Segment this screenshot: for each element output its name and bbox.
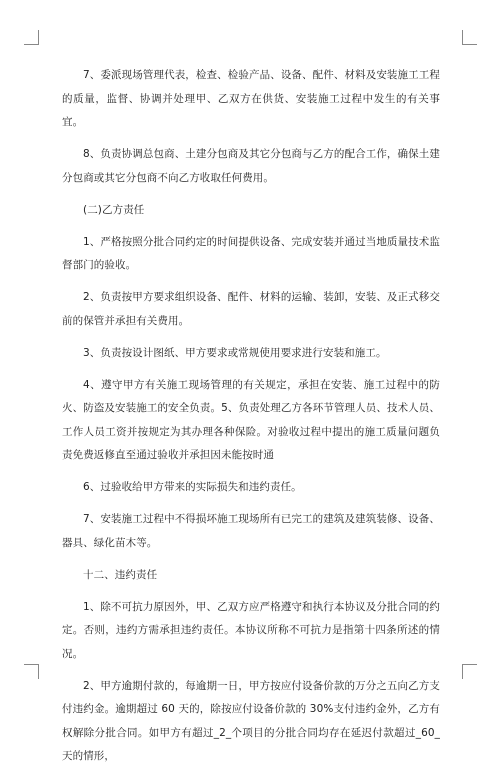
paragraph-party-b-item-7: 7、安装施工过程中不得损坏施工现场所有已完工的建筑及建筑装修、设备、器具、绿化苗木等。: [62, 513, 440, 549]
paragraph-party-b-item-1: 1、严格按照分批合同约定的时间提供设备、完成安装并通过当地质量技术监督部门的验收。: [62, 235, 440, 271]
paragraph-party-b-item-2: 2、负责按甲方要求组织设备、配件、材料的运输、装卸，安装、及正式移交前的保管并承担有关费用。: [62, 291, 440, 327]
paragraph-party-b-item-4-5: 4、遵守甲方有关施工现场管理的有关规定，承担在安装、施工过程中的防火、防盗及安装施工的安全负责。5、负责处理乙方各环节管理人员、技术人员、工作人员工资并按规定为其办理各种保险。对验收过程中提出的施工质量问题负责免费返修直至通过验收并承担因未能按时通: [62, 378, 440, 461]
crop-mark-top-left: [24, 30, 39, 45]
crop-mark-top-right: [462, 30, 477, 45]
paragraph-party-a-item-7: 7、委派现场管理代表，检查、检验产品、设备、配件、材料及安装施工工程的质量，监督、协调并处理甲、乙双方在供货、安装施工过程中发生的有关事宜。: [62, 69, 440, 128]
section-heading-party-b: (二)乙方责任: [83, 203, 145, 216]
paragraph-party-b-item-6: 6、过验收给甲方带来的实际损失和违约责任。: [83, 481, 302, 493]
section-heading-breach-liability: 十二、违约责任: [83, 568, 158, 581]
paragraph-party-b-item-3: 3、负责按设计图纸、甲方要求或常规使用要求进行安装和施工。: [83, 346, 387, 359]
crop-mark-bottom-left: [24, 664, 39, 679]
paragraph-party-a-item-8: 8、负责协调总包商、土建分包商及其它分包商与乙方的配合工作，确保土建分包商或其它分包商不向乙方收取任何费用。: [62, 148, 440, 184]
document-body: [62, 64, 440, 777]
paragraph-breach-item-2: 2、甲方逾期付款的，每逾期一日，甲方按应付设备价款的万分之五向乙方支付违约金。逾期超过 60 天的，除按应付设备价款的 30%支付违约金外，乙方有权解除分批合同。如甲方有超过_2_个项目的分批合同均存在延迟付款超过_60_天的情形，: [62, 679, 440, 762]
paragraph-breach-item-1: 1、除不可抗力原因外，甲、乙双方应严格遵守和执行本协议及分批合同的约定。否则，违约方需承担违约责任。本协议所称不可抗力是指第十四条所述的情况。: [62, 600, 440, 660]
crop-mark-bottom-right: [462, 664, 477, 679]
